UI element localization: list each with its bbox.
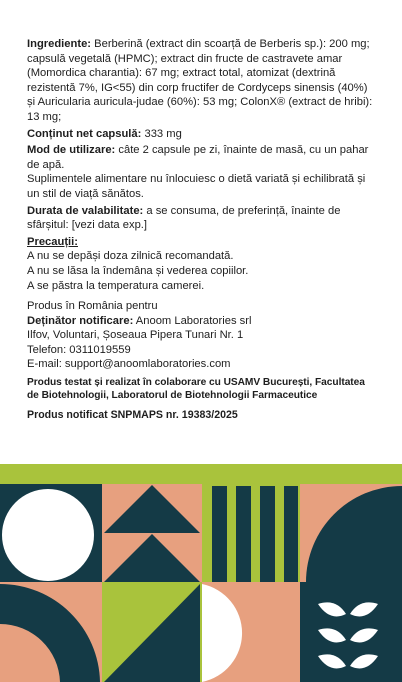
usage-label: Mod de utilizare:	[27, 144, 116, 157]
notification-number: Produs notificat SNPMAPS nr. 19383/2025	[27, 409, 238, 422]
precaution-item: A nu se depăși doza zilnică recomandată.	[27, 250, 234, 263]
ingredients-paragraph	[27, 37, 377, 125]
net-content-line	[27, 127, 377, 142]
tested-notice: Produs testat și realizat în colaborare cu USAMV București, Facultatea de Biotehnologii, Laboratorul de Biotehnologii Farmaceutice	[27, 377, 365, 401]
usage-note: Suplimentele alimentare nu înlocuiesc o dietă variată și echilibrată și un stil de viață sănătos.	[27, 173, 366, 200]
tile-leaves	[300, 582, 402, 682]
holder-address: Ilfov, Voluntari, Șoseaua Pipera Tunari Nr. 1	[27, 329, 244, 342]
ingredients-text: Berberină (extract din scoarță de Berberis sp.): 200 mg; capsulă vegetală (HPMC); extract din fructe de castravete amar (Momordica charantia): 67 mg; extract total, atomizat (dextrină rezistentă 7%, IG<55) din corp fructifer de Cordyceps sinensis (40%) și Auricularia auricula-judae (60%): 53 mg; ColonX® (extract de hribi): 13 mg;	[27, 38, 373, 123]
net-content-value: 333 mg	[144, 127, 182, 140]
holder-email: E-mail: support@anoomlaboratories.com	[27, 358, 231, 371]
holder-phone: Telefon: 0311019559	[27, 343, 131, 356]
precautions-title: Precauții:	[27, 235, 78, 248]
holder-line	[27, 314, 377, 329]
holder-label: Deținător notificare:	[27, 314, 134, 327]
shelf-life-paragraph	[27, 204, 377, 233]
precaution-item: A nu se lăsa la îndemâna și vederea copiilor.	[27, 264, 249, 277]
produced-line: Produs în România pentru	[27, 300, 158, 313]
tile-triangles	[102, 484, 202, 582]
precaution-item: A se păstra la temperatura camerei.	[27, 279, 205, 292]
holder-name: Anoom Laboratories srl	[135, 314, 252, 327]
tile-quarter-circle	[300, 484, 402, 582]
usage-paragraph	[27, 143, 377, 172]
tile-half-circle	[202, 582, 300, 682]
net-content-label: Conținut net capsulă:	[27, 127, 142, 140]
tile-diagonal	[102, 582, 202, 682]
geometric-pattern	[0, 464, 402, 682]
tile-arc-navy	[0, 582, 102, 682]
tile-circle-white	[0, 484, 102, 582]
pattern-green-band	[0, 464, 402, 484]
label-text-block	[27, 37, 377, 423]
tile-stripes	[202, 484, 300, 582]
ingredients-label: Ingrediente:	[27, 38, 92, 50]
shelf-life-text: a se consuma, de preferință, înainte de sfârșitul: [vezi data exp.]	[27, 204, 341, 232]
usage-text: câte 2 capsule pe zi, înainte de masă, cu un pahar de apă.	[27, 144, 369, 171]
shelf-life-label: Durata de valabilitate:	[27, 204, 144, 217]
